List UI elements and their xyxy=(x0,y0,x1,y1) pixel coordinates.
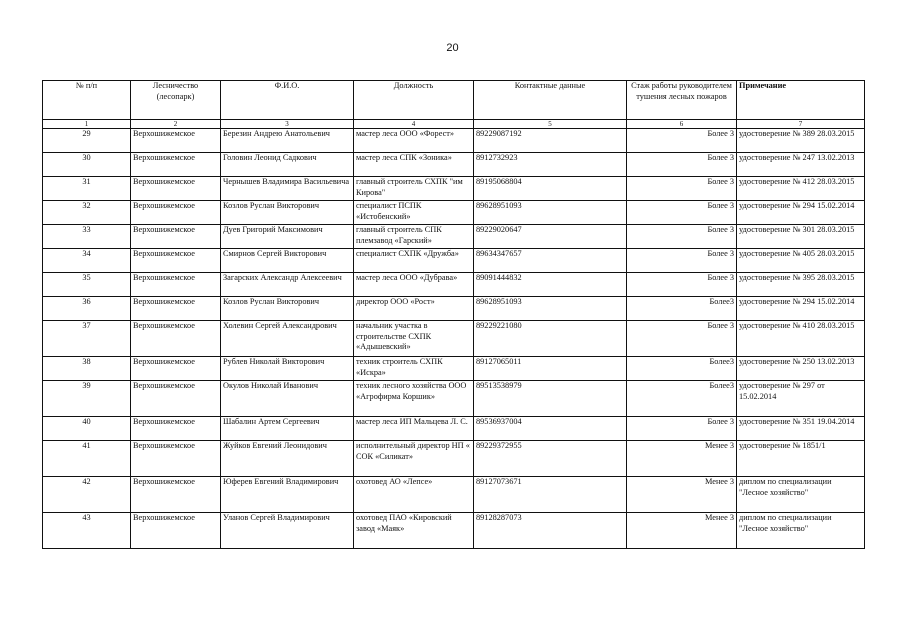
contact-cell: 89229221080 xyxy=(474,321,627,357)
column-number: 4 xyxy=(354,120,474,129)
column-number: 5 xyxy=(474,120,627,129)
table-row xyxy=(43,321,865,357)
table-row xyxy=(43,381,865,417)
note-cell: удостоверение № 410 28.03.2015 xyxy=(737,321,865,357)
page-number: 20 xyxy=(446,42,459,54)
full-name-cell: Окулов Николай Иванович xyxy=(221,381,354,417)
experience-cell: Более 3 xyxy=(627,321,737,357)
forest-fire-managers-table xyxy=(42,80,865,549)
note-cell: удостоверение № 301 28.03.2015 xyxy=(737,225,865,249)
row-number: 40 xyxy=(43,417,131,441)
table-row xyxy=(43,477,865,513)
row-number: 41 xyxy=(43,441,131,477)
row-number: 37 xyxy=(43,321,131,357)
forestry-cell: Верхошижемское xyxy=(131,249,221,273)
row-number: 43 xyxy=(43,513,131,549)
experience-cell: Более 3 xyxy=(627,249,737,273)
column-number: 3 xyxy=(221,120,354,129)
full-name-cell: Дуев Григорий Максимович xyxy=(221,225,354,249)
experience-cell: Более 3 xyxy=(627,129,737,153)
header-experience: Стаж работы руководителем тушения лесных пожаров xyxy=(627,81,737,120)
row-number: 36 xyxy=(43,297,131,321)
experience-cell: Более 3 xyxy=(627,417,737,441)
row-number: 32 xyxy=(43,201,131,225)
contact-cell: 89229087192 xyxy=(474,129,627,153)
table-row xyxy=(43,441,865,477)
experience-cell: Менее 3 xyxy=(627,441,737,477)
position-cell: специалист ПСПК «Истобенский» xyxy=(354,201,474,225)
forestry-cell: Верхошижемское xyxy=(131,153,221,177)
contact-cell: 89127065011 xyxy=(474,357,627,381)
row-number: 39 xyxy=(43,381,131,417)
forestry-cell: Верхошижемское xyxy=(131,177,221,201)
column-number: 1 xyxy=(43,120,131,129)
column-number: 2 xyxy=(131,120,221,129)
table-row xyxy=(43,297,865,321)
note-cell: удостоверение № 294 15.02.2014 xyxy=(737,201,865,225)
contact-cell: 89628951093 xyxy=(474,201,627,225)
full-name-cell: Березин Андрею Анатольевич xyxy=(221,129,354,153)
note-cell: удостоверение № 297 от 15.02.2014 xyxy=(737,381,865,417)
forestry-cell: Верхошижемское xyxy=(131,357,221,381)
row-number: 29 xyxy=(43,129,131,153)
forestry-cell: Верхошижемское xyxy=(131,297,221,321)
table-body xyxy=(43,129,865,549)
forestry-cell: Верхошижемское xyxy=(131,201,221,225)
contact-cell: 89634347657 xyxy=(474,249,627,273)
experience-cell: Менее 3 xyxy=(627,513,737,549)
experience-cell: Более3 xyxy=(627,381,737,417)
contact-cell: 8912732923 xyxy=(474,153,627,177)
contact-cell: 89229372955 xyxy=(474,441,627,477)
row-number: 30 xyxy=(43,153,131,177)
position-cell: охотовед АО «Лепсе» xyxy=(354,477,474,513)
experience-cell: Более3 xyxy=(627,297,737,321)
forestry-cell: Верхошижемское xyxy=(131,129,221,153)
position-cell: исполнительный директор НП « СОК «Силикат» xyxy=(354,441,474,477)
full-name-cell: Загарских Александр Алексеевич xyxy=(221,273,354,297)
experience-cell: Более3 xyxy=(627,357,737,381)
header-full-name: Ф.И.О. xyxy=(221,81,354,120)
full-name-cell: Козлов Руслан Викторович xyxy=(221,201,354,225)
experience-cell: Более 3 xyxy=(627,225,737,249)
note-cell: удостоверение № 250 13.02.2013 xyxy=(737,357,865,381)
position-cell: мастер леса ООО «Дубрава» xyxy=(354,273,474,297)
table-row xyxy=(43,153,865,177)
full-name-cell: Смирнов Сергей Викторович xyxy=(221,249,354,273)
position-cell: мастер леса ИП Мальцева Л. С. xyxy=(354,417,474,441)
header-contact: Контактные данные xyxy=(474,81,627,120)
full-name-cell: Шабалин Артем Сергеевич xyxy=(221,417,354,441)
forestry-cell: Верхошижемское xyxy=(131,225,221,249)
experience-cell: Более 3 xyxy=(627,177,737,201)
full-name-cell: Уланов Сергей Владимирович xyxy=(221,513,354,549)
experience-cell: Более 3 xyxy=(627,201,737,225)
table-row xyxy=(43,129,865,153)
position-cell: мастер леса СПК «Зоника» xyxy=(354,153,474,177)
position-cell: охотовед ПАО «Кировский завод «Маяк» xyxy=(354,513,474,549)
forestry-cell: Верхошижемское xyxy=(131,477,221,513)
position-cell: главный строитель СХПК "им Кирова" xyxy=(354,177,474,201)
table-row xyxy=(43,357,865,381)
note-cell: удостоверение № 351 19.04.2014 xyxy=(737,417,865,441)
full-name-cell: Холевин Сергей Александрович xyxy=(221,321,354,357)
note-cell: удостоверение № 294 15.02.2014 xyxy=(737,297,865,321)
table-row xyxy=(43,417,865,441)
table-row xyxy=(43,225,865,249)
full-name-cell: Головин Леонид Садкович xyxy=(221,153,354,177)
row-number: 35 xyxy=(43,273,131,297)
position-cell: техник строитель СХПК «Искра» xyxy=(354,357,474,381)
full-name-cell: Чернышев Владимира Васильевича xyxy=(221,177,354,201)
position-cell: специалист СХПК «Дружба» xyxy=(354,249,474,273)
experience-cell: Более 3 xyxy=(627,153,737,177)
forestry-cell: Верхошижемское xyxy=(131,273,221,297)
table-row xyxy=(43,249,865,273)
position-cell: директор ООО «Рост» xyxy=(354,297,474,321)
row-number: 34 xyxy=(43,249,131,273)
table-row xyxy=(43,273,865,297)
contact-cell: 89195068804 xyxy=(474,177,627,201)
position-cell: мастер леса ООО «Форест» xyxy=(354,129,474,153)
note-cell: диплом по специализации "Лесное хозяйство" xyxy=(737,513,865,549)
row-number: 38 xyxy=(43,357,131,381)
header-row xyxy=(43,81,865,120)
contact-cell: 89628951093 xyxy=(474,297,627,321)
header-forestry: Лесничество (лесопарк) xyxy=(131,81,221,120)
contact-cell: 89513538979 xyxy=(474,381,627,417)
note-cell: диплом по специализации "Лесное хозяйство" xyxy=(737,477,865,513)
full-name-cell: Жуйков Евгений Леонидович xyxy=(221,441,354,477)
contact-cell: 89127073671 xyxy=(474,477,627,513)
table-row xyxy=(43,177,865,201)
column-number-row xyxy=(43,120,865,129)
header-number: № п/п xyxy=(43,81,131,120)
row-number: 31 xyxy=(43,177,131,201)
table-row xyxy=(43,513,865,549)
forestry-cell: Верхошижемское xyxy=(131,381,221,417)
row-number: 42 xyxy=(43,477,131,513)
full-name-cell: Юферев Евгений Владимирович xyxy=(221,477,354,513)
header-position: Должность xyxy=(354,81,474,120)
note-cell: удостоверение № 412 28.03.2015 xyxy=(737,177,865,201)
forestry-cell: Верхошижемское xyxy=(131,417,221,441)
note-cell: удостоверение № 389 28.03.2015 xyxy=(737,129,865,153)
column-number: 6 xyxy=(627,120,737,129)
contact-cell: 89091444832 xyxy=(474,273,627,297)
experience-cell: Более 3 xyxy=(627,273,737,297)
position-cell: техник лесного хозяйства ООО «Агрофирма Коршик» xyxy=(354,381,474,417)
contact-cell: 89128287073 xyxy=(474,513,627,549)
experience-cell: Менее 3 xyxy=(627,477,737,513)
position-cell: главный строитель СПК племзавод «Гарский» xyxy=(354,225,474,249)
note-cell: удостоверение № 395 28.03.2015 xyxy=(737,273,865,297)
row-number: 33 xyxy=(43,225,131,249)
contact-cell: 89229020647 xyxy=(474,225,627,249)
full-name-cell: Рублев Николай Викторович xyxy=(221,357,354,381)
column-number: 7 xyxy=(737,120,865,129)
table-row xyxy=(43,201,865,225)
note-cell: удостоверение № 1851/1 xyxy=(737,441,865,477)
forestry-cell: Верхошижемское xyxy=(131,513,221,549)
contact-cell: 89536937004 xyxy=(474,417,627,441)
position-cell: начальник участка в строительстве СХПК «Адышевский» xyxy=(354,321,474,357)
forestry-cell: Верхошижемское xyxy=(131,321,221,357)
forestry-cell: Верхошижемское xyxy=(131,441,221,477)
note-cell: удостоверение № 405 28.03.2015 xyxy=(737,249,865,273)
full-name-cell: Козлов Руслан Викторович xyxy=(221,297,354,321)
note-cell: удостоверение № 247 13.02.2013 xyxy=(737,153,865,177)
header-note: Примечание xyxy=(737,81,865,120)
